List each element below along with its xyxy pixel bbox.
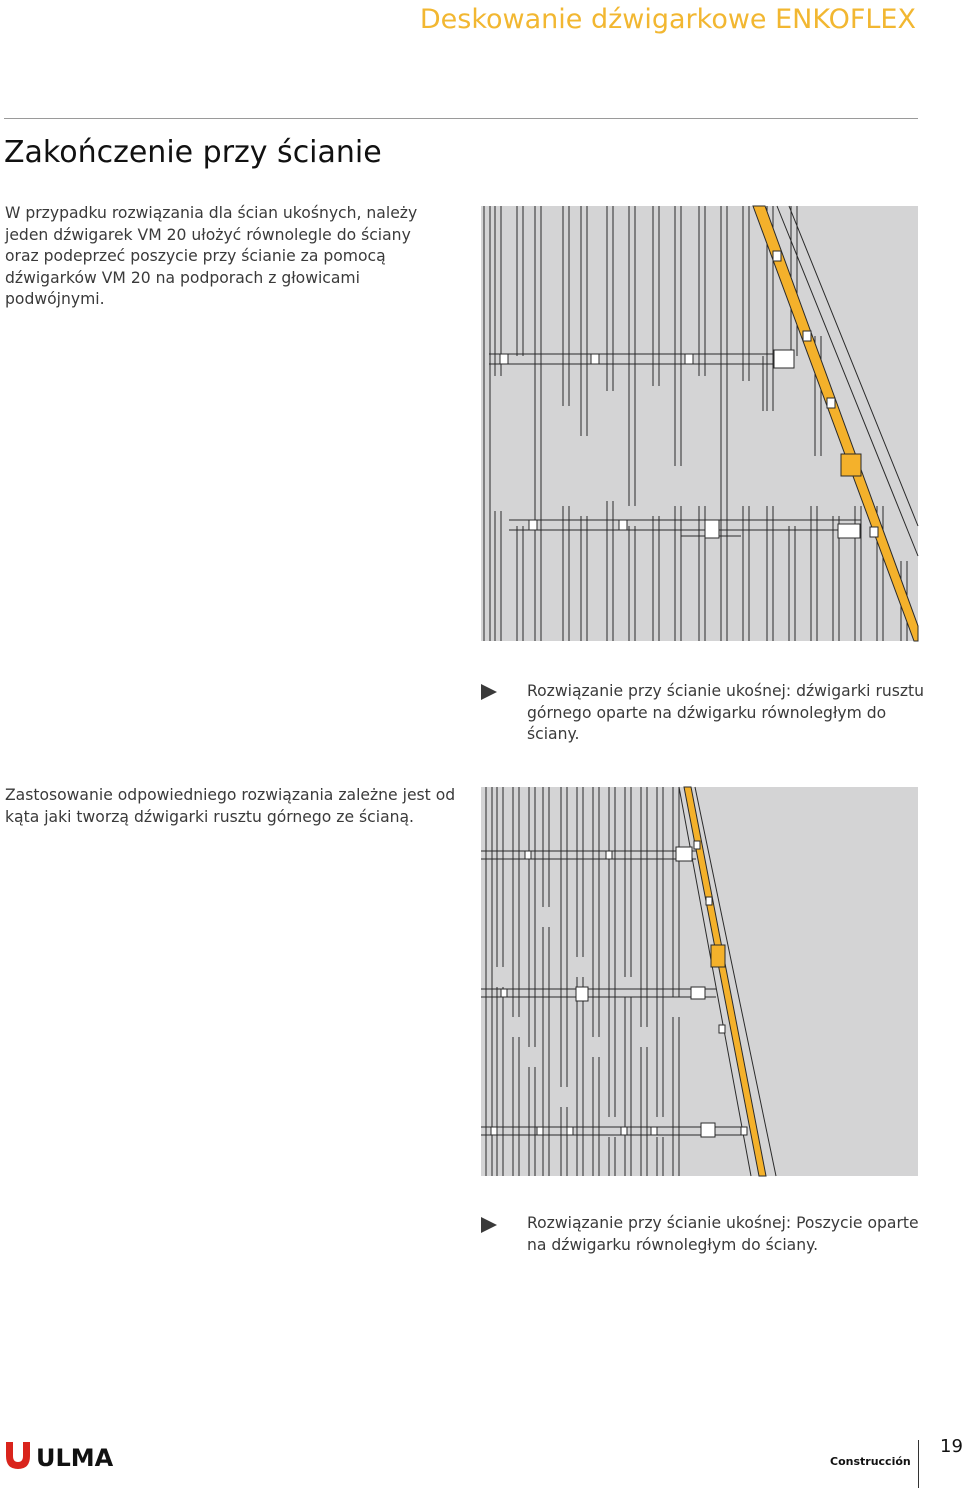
figure-2-caption: Rozwiązanie przy ścianie ukośnej: Poszycie oparte na dźwigarku równoległym do ściany. bbox=[527, 1214, 919, 1254]
figure-wall-solution-2 bbox=[481, 787, 918, 1176]
header-divider bbox=[4, 118, 918, 119]
figure-1-drawing bbox=[481, 206, 918, 641]
ulma-logo-icon bbox=[4, 1440, 124, 1470]
footer-brand: Construcción bbox=[830, 1455, 911, 1468]
page-number: 19 bbox=[940, 1436, 963, 1457]
logo-text: ULMA bbox=[36, 1444, 114, 1472]
header-title: Deskowanie dźwigarkowe ENKOFLEX bbox=[419, 4, 916, 35]
figure-wall-solution-1 bbox=[481, 206, 918, 641]
figure-2-drawing bbox=[481, 787, 918, 1176]
middle-paragraph: Zastosowanie odpowiedniego rozwiązania zależne jest od kąta jaki tworzą dźwigarki rusztu górnego ze ścianą. bbox=[5, 786, 456, 826]
caption-arrow-1 bbox=[481, 684, 497, 700]
caption-arrow-2 bbox=[481, 1217, 497, 1233]
figure-1-caption: Rozwiązanie przy ścianie ukośnej: dźwigarki rusztu górnego oparte na dźwigarku równoległym do ściany. bbox=[527, 682, 925, 743]
section-title: Zakończenie przy ścianie bbox=[4, 135, 382, 170]
intro-paragraph: W przypadku rozwiązania dla ścian ukośnych, należy jeden dźwigarek VM 20 ułożyć równolegle do ściany oraz podeprzeć poszycie przy ścianie za pomocą dźwigarków VM 20 na podporach z głowicami podwójnymi. bbox=[5, 204, 418, 308]
ulma-logo bbox=[4, 1440, 124, 1470]
footer-divider bbox=[918, 1440, 919, 1488]
